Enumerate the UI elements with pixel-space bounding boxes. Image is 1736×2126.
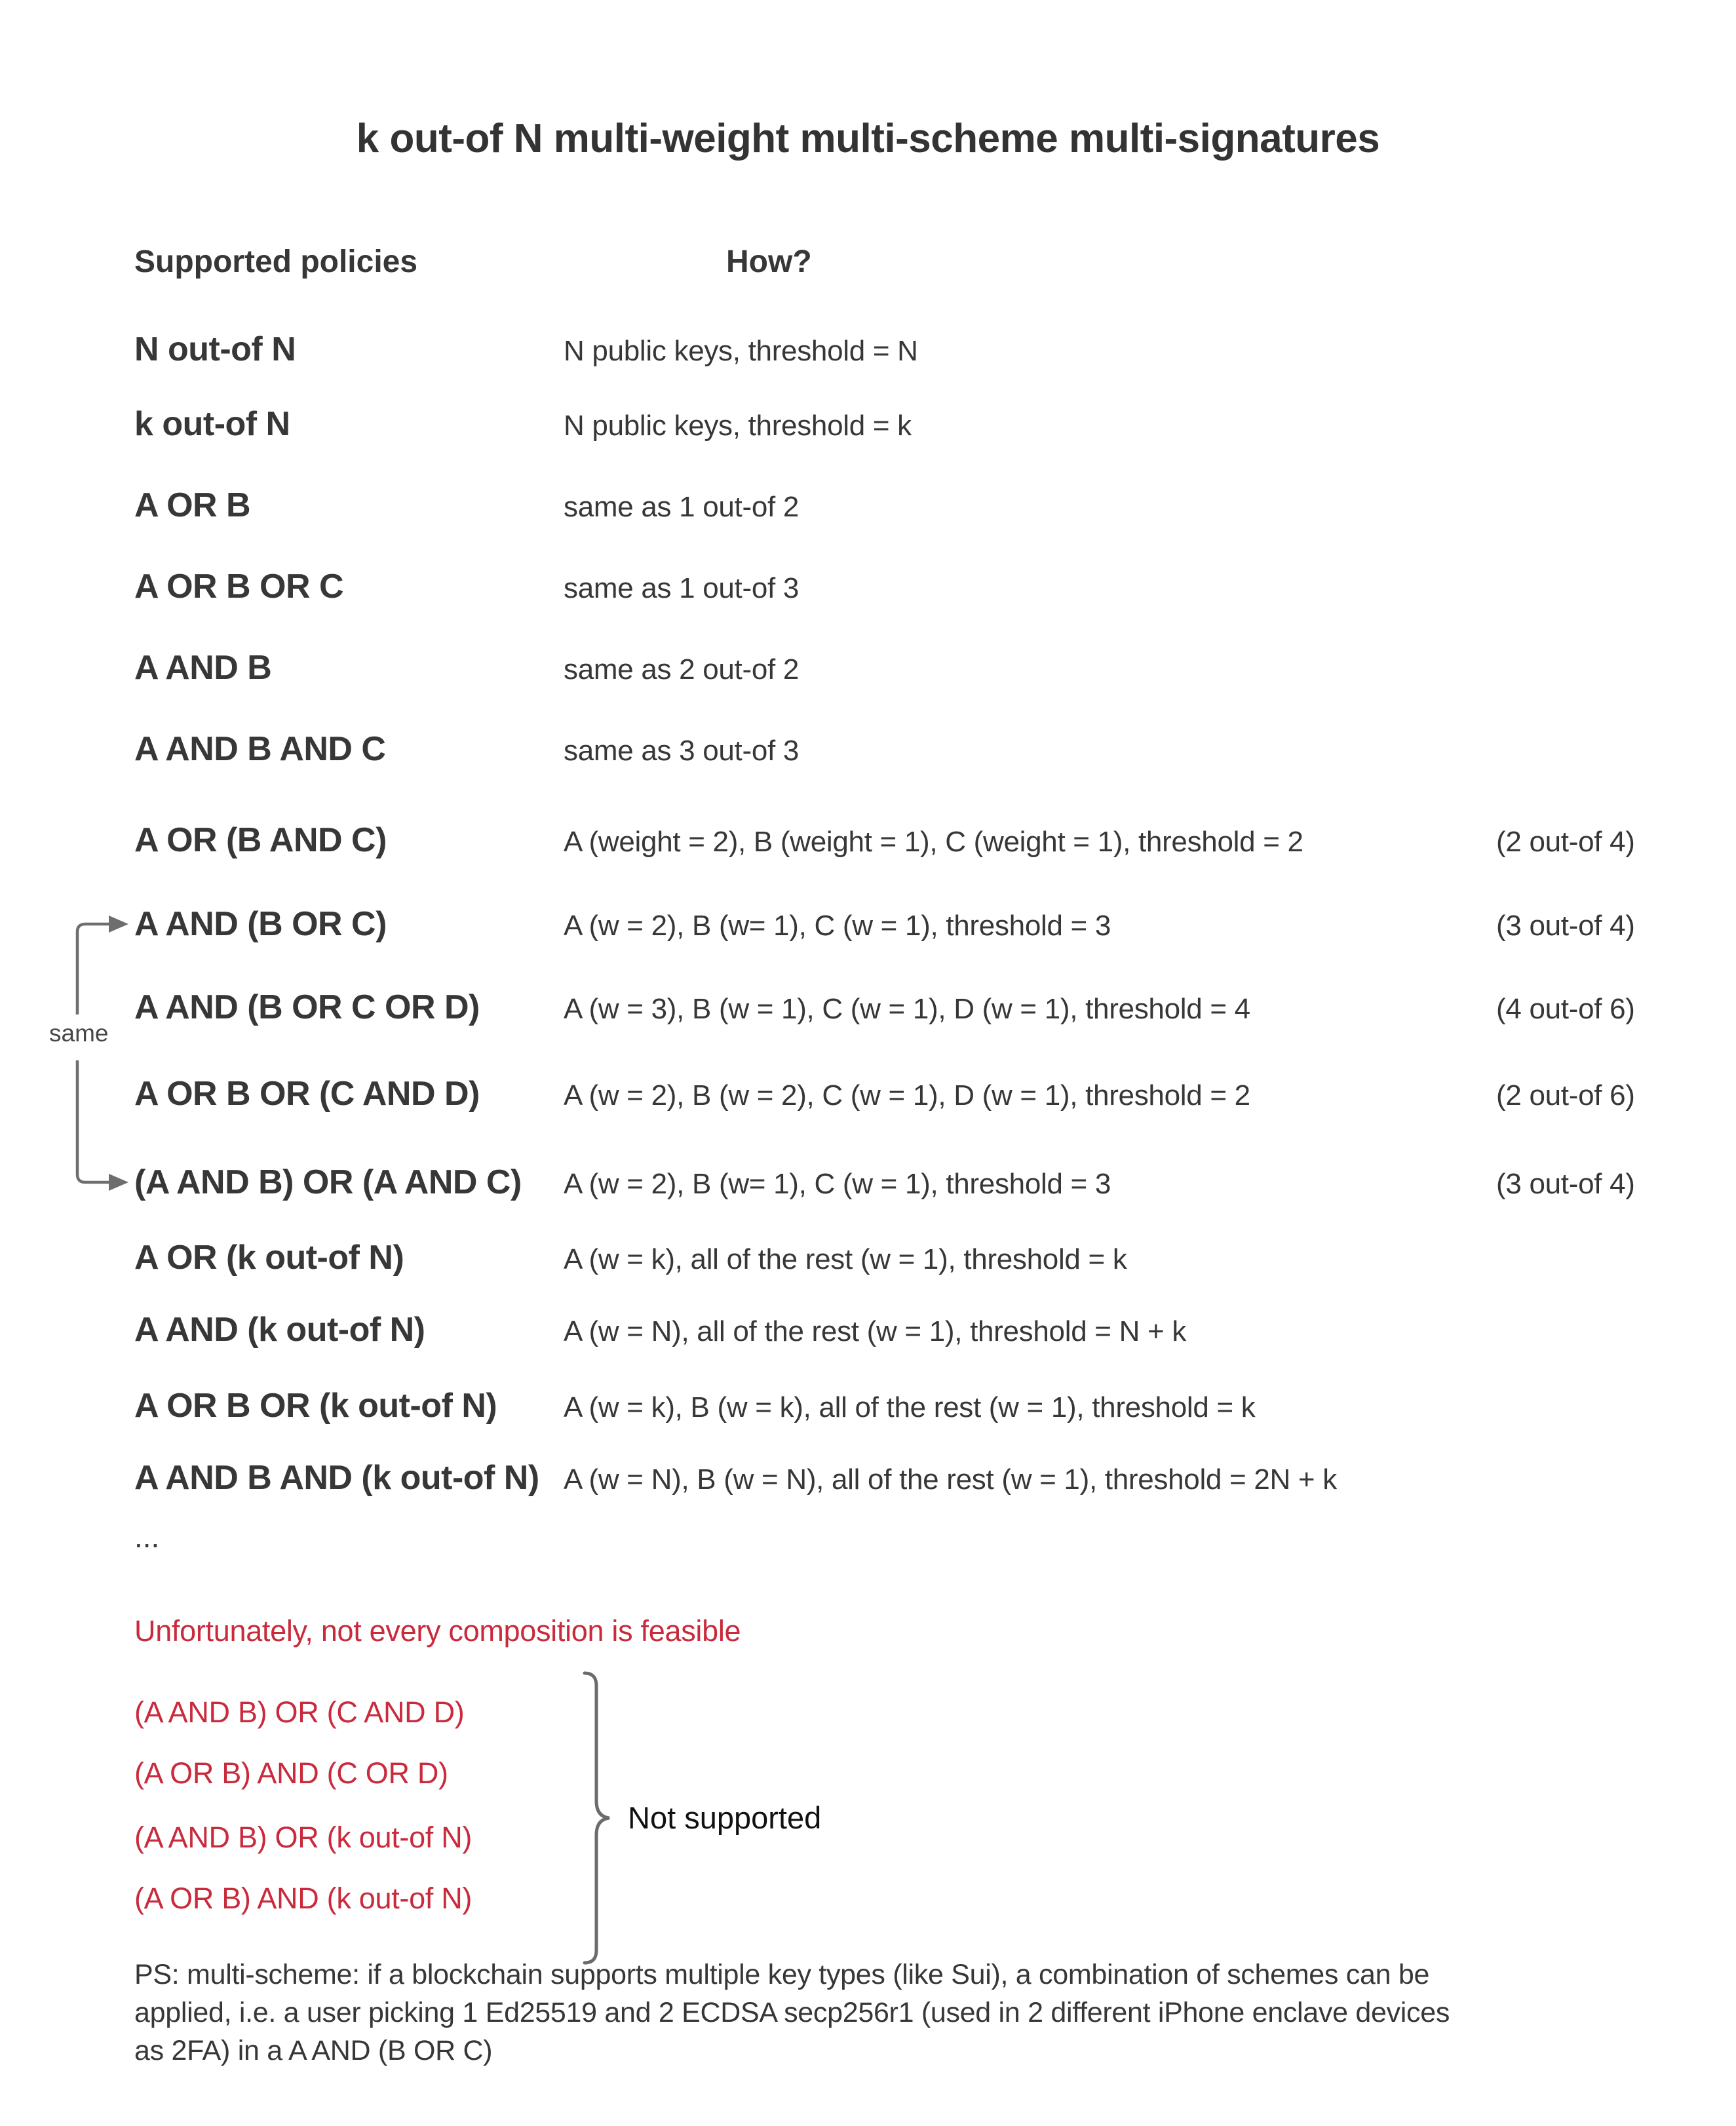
- equiv-cell: (3 out-of 4): [1496, 1168, 1635, 1200]
- policy-cell: A OR B OR C: [134, 568, 344, 606]
- equiv-cell: (4 out-of 6): [1496, 993, 1635, 1025]
- not-supported-label: Not supported: [628, 1800, 822, 1835]
- infeasible-item: (A OR B) AND (C OR D): [134, 1756, 448, 1790]
- policy-cell: A OR B OR (k out-of N): [134, 1387, 497, 1425]
- policy-row: [134, 486, 1496, 525]
- policy-row: [134, 1386, 1496, 1425]
- infeasible-heading: Unfortunately, not every composition is feasible: [134, 1614, 741, 1648]
- policy-row: [134, 1458, 1496, 1498]
- ellipsis-more-rows: ...: [134, 1520, 160, 1554]
- footnote: [134, 1956, 1450, 2070]
- policy-cell: A OR B: [134, 486, 251, 524]
- how-cell: same as 1 out-of 3: [564, 572, 800, 604]
- policy-row: [134, 729, 1496, 769]
- infeasible-item: (A AND B) OR (k out-of N): [134, 1821, 473, 1854]
- how-cell: A (w = 3), B (w = 1), C (w = 1), D (w = 1), threshold = 4: [564, 993, 1250, 1025]
- policy-cell: N out-of N: [134, 330, 296, 368]
- column-header-how: How?: [726, 244, 812, 279]
- policy-cell: A OR (k out-of N): [134, 1239, 404, 1277]
- footnote-line: as 2FA) in a A AND (B OR C): [134, 2035, 493, 2066]
- how-cell: A (w = k), B (w = k), all of the rest (w = 1), threshold = k: [564, 1391, 1256, 1423]
- policy-row: [134, 1163, 1635, 1202]
- page-title: k out-of N multi-weight multi-scheme multi-signatures: [356, 116, 1380, 161]
- policy-row: [134, 904, 1635, 944]
- how-cell: A (w = 2), B (w= 1), C (w = 1), threshold = 3: [564, 910, 1111, 942]
- infeasible-item: (A AND B) OR (C AND D): [134, 1695, 465, 1729]
- how-cell: same as 3 out-of 3: [564, 735, 800, 767]
- equiv-cell: (2 out-of 6): [1496, 1079, 1635, 1111]
- policy-row: [134, 988, 1635, 1027]
- equiv-cell: (3 out-of 4): [1496, 910, 1635, 942]
- policy-row: [134, 404, 1496, 444]
- policy-row: [134, 330, 1496, 369]
- policy-cell: A AND B AND C: [134, 730, 386, 768]
- how-cell: N public keys, threshold = k: [564, 410, 912, 442]
- how-cell: A (w = N), B (w = N), all of the rest (w = 1), threshold = 2N + k: [564, 1463, 1337, 1496]
- policy-row: [134, 567, 1496, 606]
- how-cell: A (weight = 2), B (weight = 1), C (weight = 1), threshold = 2: [564, 826, 1303, 858]
- policy-row: [134, 1074, 1635, 1113]
- policy-cell: (A AND B) OR (A AND C): [134, 1163, 522, 1201]
- arrowhead-bottom-icon: [109, 1174, 128, 1191]
- how-cell: N public keys, threshold = N: [564, 335, 918, 367]
- policy-row: [134, 1310, 1496, 1349]
- arrowhead-top-icon: [109, 916, 128, 933]
- policy-row: [134, 821, 1635, 860]
- how-cell: A (w = 2), B (w= 1), C (w = 1), threshold = 3: [564, 1168, 1111, 1200]
- infeasible-item: (A OR B) AND (k out-of N): [134, 1882, 473, 1915]
- how-cell: same as 1 out-of 2: [564, 491, 800, 523]
- not-supported-brace-icon: [578, 1670, 624, 1968]
- policy-cell: A AND (k out-of N): [134, 1311, 425, 1349]
- same-label: same: [49, 1020, 109, 1047]
- policy-cell: A AND (B OR C OR D): [134, 988, 480, 1026]
- footnote-line: applied, i.e. a user picking 1 Ed25519 and 2 ECDSA secp256r1 (used in 2 different iPhone enclave devices: [134, 1997, 1450, 2028]
- column-header-policies: Supported policies: [134, 244, 418, 279]
- policy-row: [134, 648, 1496, 687]
- how-cell: A (w = 2), B (w = 2), C (w = 1), D (w = 1), threshold = 2: [564, 1079, 1250, 1111]
- same-connector-arrows: [59, 907, 134, 1202]
- footnote-line: PS: multi-scheme: if a blockchain supports multiple key types (like Sui), a combination of schemes can be: [134, 1959, 1430, 1990]
- how-cell: same as 2 out-of 2: [564, 653, 800, 686]
- policy-row: [134, 1238, 1496, 1277]
- policy-cell: k out-of N: [134, 405, 290, 443]
- policy-cell: A AND (B OR C): [134, 905, 387, 943]
- policy-cell: A OR (B AND C): [134, 821, 387, 859]
- policy-cell: A OR B OR (C AND D): [134, 1075, 480, 1113]
- policy-cell: A AND B AND (k out-of N): [134, 1459, 539, 1497]
- how-cell: A (w = k), all of the rest (w = 1), threshold = k: [564, 1243, 1127, 1275]
- how-cell: A (w = N), all of the rest (w = 1), threshold = N + k: [564, 1315, 1187, 1347]
- policy-cell: A AND B: [134, 649, 272, 687]
- equiv-cell: (2 out-of 4): [1496, 826, 1635, 858]
